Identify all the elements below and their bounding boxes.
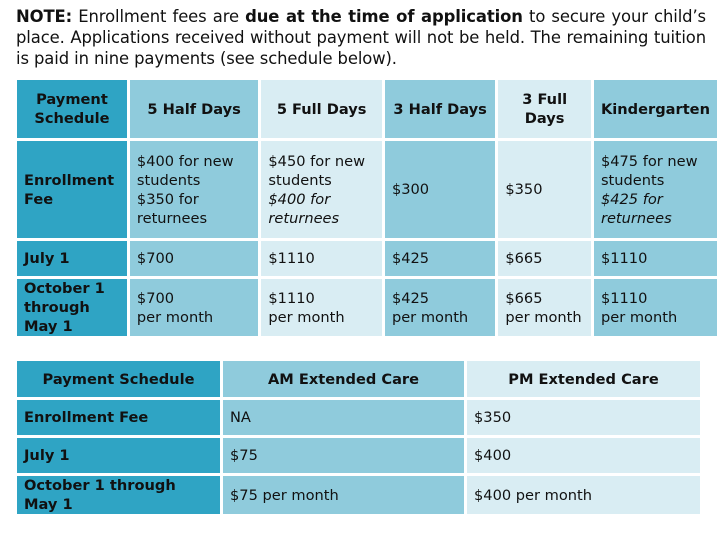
cell-enrollment-5-full (261, 141, 382, 238)
header-kindergarten: Kindergarten (594, 80, 717, 138)
row-label-july-1: July 1 (17, 241, 127, 276)
fee-new-students: $475 for new students (600, 152, 698, 189)
fee-new-students: $400 for new students (136, 152, 234, 189)
cell-july-kindergarten: $1110 (594, 241, 717, 276)
enrollment-note (16, 6, 706, 69)
table-row (17, 279, 717, 336)
row-label-enrollment-fee: Enrollment Fee (17, 141, 127, 238)
header-3-half-days: 3 Half Days (385, 80, 495, 138)
table-header-row (17, 361, 700, 397)
table-row (17, 400, 700, 435)
note-label: NOTE: (16, 7, 73, 26)
cell-monthly-3-full (498, 279, 591, 336)
cell-enrollment-kindergarten (594, 141, 717, 238)
row-label-october-may: October 1 through May 1 (17, 279, 127, 336)
extended-care-table (14, 358, 703, 517)
cell-july-5-half: $700 (130, 241, 258, 276)
row-label-july-1: July 1 (17, 438, 220, 473)
fee-returnees: $350 for returnees (136, 190, 208, 227)
table-header-row (17, 80, 717, 138)
header-5-full-days: 5 Full Days (261, 80, 382, 138)
header-payment-schedule: Payment Schedule (17, 80, 127, 138)
cell-monthly-5-half (130, 279, 258, 336)
table-row (17, 438, 700, 473)
cell-pm-july: $400 (467, 438, 700, 473)
monthly-unit: per month (505, 308, 582, 326)
cell-enrollment-3-half: $300 (385, 141, 495, 238)
header-payment-schedule: Payment Schedule (17, 361, 220, 397)
monthly-amount: $700 (136, 289, 175, 307)
cell-am-enrollment: NA (223, 400, 464, 435)
header-am-extended-care: AM Extended Care (223, 361, 464, 397)
cell-am-july: $75 (223, 438, 464, 473)
note-text-c: to secure your child’s place. Applications received without payment will not be held. The remaining tuition is paid in nine payments (see schedule below). (16, 7, 706, 68)
fee-returnees: $425 for returnees (600, 190, 672, 227)
table-row (17, 476, 700, 514)
monthly-unit: per month (268, 308, 345, 326)
fee-new-students: $450 for new students (268, 152, 366, 189)
monthly-amount: $1110 (600, 289, 648, 307)
fee-returnees: $400 for returnees (268, 190, 340, 227)
monthly-unit: per month (391, 308, 469, 326)
cell-am-monthly: $75 per month (223, 476, 464, 514)
table-row (17, 141, 717, 238)
cell-july-5-full: $1110 (261, 241, 382, 276)
cell-july-3-full: $665 (498, 241, 591, 276)
note-emphasis: due at the time of application (245, 7, 523, 26)
note-text-a: Enrollment fees are (72, 7, 246, 26)
cell-july-3-half: $425 (385, 241, 495, 276)
monthly-amount: $425 (391, 289, 430, 307)
cell-pm-enrollment: $350 (467, 400, 700, 435)
header-pm-extended-care: PM Extended Care (467, 361, 700, 397)
cell-enrollment-3-full: $350 (498, 141, 591, 238)
header-3-full-days: 3 Full Days (498, 80, 591, 138)
row-label-october-may: October 1 through May 1 (17, 476, 220, 514)
table-row (17, 241, 717, 276)
tuition-schedule-table (14, 77, 720, 339)
monthly-unit: per month (136, 308, 214, 326)
monthly-unit: per month (600, 308, 678, 326)
cell-enrollment-5-half (130, 141, 258, 238)
monthly-amount: $665 (505, 289, 543, 307)
cell-monthly-3-half (385, 279, 495, 336)
monthly-amount: $1110 (268, 289, 315, 307)
row-label-enrollment-fee: Enrollment Fee (17, 400, 220, 435)
cell-monthly-5-full (261, 279, 382, 336)
cell-pm-monthly: $400 per month (467, 476, 700, 514)
header-5-half-days: 5 Half Days (130, 80, 258, 138)
cell-monthly-kindergarten (594, 279, 717, 336)
